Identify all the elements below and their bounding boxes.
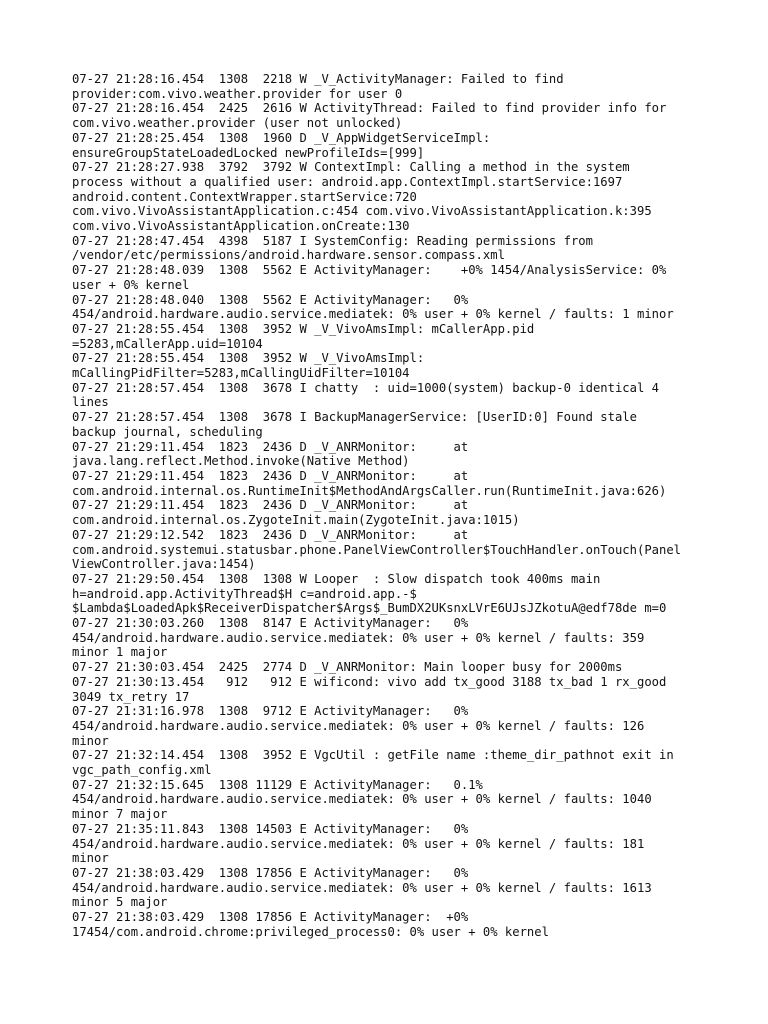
- log-line: 07-27 21:28:25.454 1308 1960 D _V_AppWidgetServiceImpl:: [72, 130, 491, 145]
- log-line: 07-27 21:29:11.454 1823 2436 D _V_ANRMonitor: at: [72, 439, 469, 454]
- log-line: minor: [72, 733, 109, 748]
- log-line: com.vivo.VivoAssistantApplication.onCreate:130: [72, 219, 410, 234]
- log-line: 07-27 21:28:57.454 1308 3678 I chatty : uid=1000(system) backup-0 identical 4: [72, 380, 659, 395]
- log-line: backup journal, scheduling: [72, 424, 263, 439]
- log-line: 07-27 21:30:13.454 912 912 E wificond: vivo add tx_good 3188 tx_bad 1 rx_good: [72, 674, 667, 689]
- log-line: 07-27 21:28:48.040 1308 5562 E ActivityManager: 0%: [72, 292, 469, 307]
- log-line: 3049 tx_retry 17: [72, 689, 190, 704]
- log-line: 07-27 21:38:03.429 1308 17856 E ActivityManager: 0%: [72, 865, 469, 880]
- log-line: com.android.internal.os.ZygoteInit.main(ZygoteInit.java:1015): [72, 513, 520, 528]
- log-line: 07-27 21:29:12.542 1823 2436 D _V_ANRMonitor: at: [72, 527, 469, 542]
- log-line: provider:com.vivo.weather.provider for user 0: [72, 86, 403, 101]
- log-line: com.android.internal.os.RuntimeInit$MethodAndArgsCaller.run(RuntimeInit.java:626): [72, 483, 667, 498]
- log-line: lines: [72, 395, 109, 410]
- log-line: 07-27 21:32:14.454 1308 3952 E VgcUtil : getFile name :theme_dir_pathnot exit in: [72, 748, 674, 763]
- log-line: 454/android.hardware.audio.service.mediatek: 0% user + 0% kernel / faults: 126: [72, 718, 645, 733]
- log-line: com.vivo.VivoAssistantApplication.c:454 com.vivo.VivoAssistantApplication.k:395: [72, 204, 652, 219]
- log-line: 07-27 21:28:27.938 3792 3792 W ContextImpl: Calling a method in the system: [72, 160, 630, 175]
- log-line: 454/android.hardware.audio.service.mediatek: 0% user + 0% kernel / faults: 1613: [72, 880, 652, 895]
- log-line: 07-27 21:30:03.454 2425 2774 D _V_ANRMonitor: Main looper busy for 2000ms: [72, 660, 623, 675]
- log-line: minor 1 major: [72, 645, 168, 660]
- log-line: minor 7 major: [72, 807, 168, 822]
- log-line: 07-27 21:28:57.454 1308 3678 I BackupManagerService: [UserID:0] Found stale: [72, 410, 637, 425]
- log-line: user + 0% kernel: [72, 277, 190, 292]
- log-line: 07-27 21:28:16.454 1308 2218 W _V_ActivityManager: Failed to find: [72, 72, 564, 86]
- log-line: ensureGroupStateLoadedLocked newProfileIds=[999]: [72, 145, 425, 160]
- log-line: 07-27 21:31:16.978 1308 9712 E ActivityManager: 0%: [72, 704, 469, 719]
- log-line: 454/android.hardware.audio.service.mediatek: 0% user + 0% kernel / faults: 1 minor: [72, 307, 674, 322]
- log-line: 07-27 21:35:11.843 1308 14503 E ActivityManager: 0%: [72, 821, 469, 836]
- log-line: ViewController.java:1454): [72, 557, 256, 572]
- log-line: minor 5 major: [72, 895, 168, 910]
- log-line: 07-27 21:28:16.454 2425 2616 W ActivityThread: Failed to find provider info for: [72, 101, 667, 116]
- log-line: h=android.app.ActivityThread$H c=android.app.-$: [72, 586, 417, 601]
- log-line: mCallingPidFilter=5283,mCallingUidFilter=10104: [72, 366, 410, 381]
- log-line: 454/android.hardware.audio.service.mediatek: 0% user + 0% kernel / faults: 359: [72, 630, 645, 645]
- log-line: 07-27 21:32:15.645 1308 11129 E ActivityManager: 0.1%: [72, 777, 483, 792]
- log-line: process without a qualified user: android.app.ContextImpl.startService:1697: [72, 174, 623, 189]
- log-line: $Lambda$LoadedApk$ReceiverDispatcher$Args$_BumDX2UKsnxLVrE6UJsJZkotuA@edf78de m=0: [72, 601, 667, 616]
- log-line: 454/android.hardware.audio.service.mediatek: 0% user + 0% kernel / faults: 1040: [72, 792, 652, 807]
- log-line: 07-27 21:29:11.454 1823 2436 D _V_ANRMonitor: at: [72, 498, 469, 513]
- log-line: =5283,mCallerApp.uid=10104: [72, 336, 263, 351]
- log-line: 17454/com.android.chrome:privileged_process0: 0% user + 0% kernel: [72, 924, 549, 939]
- log-line: 07-27 21:28:47.454 4398 5187 I SystemConfig: Reading permissions from: [72, 233, 593, 248]
- log-line: 07-27 21:28:48.039 1308 5562 E ActivityManager: +0% 1454/AnalysisService: 0%: [72, 263, 667, 278]
- log-line: /vendor/etc/permissions/android.hardware.sensor.compass.xml: [72, 248, 505, 263]
- log-line: 07-27 21:28:55.454 1308 3952 W _V_VivoAmsImpl: mCallerApp.pid: [72, 321, 535, 336]
- log-line: 07-27 21:29:50.454 1308 1308 W Looper : Slow dispatch took 400ms main: [72, 571, 601, 586]
- log-line: com.android.systemui.statusbar.phone.PanelViewController$TouchHandler.onTouch(Panel: [72, 542, 682, 557]
- log-line: android.content.ContextWrapper.startService:720: [72, 189, 417, 204]
- log-line: 07-27 21:29:11.454 1823 2436 D _V_ANRMonitor: at: [72, 468, 469, 483]
- log-line: 454/android.hardware.audio.service.mediatek: 0% user + 0% kernel / faults: 181: [72, 836, 645, 851]
- log-line: 07-27 21:28:55.454 1308 3952 W _V_VivoAmsImpl:: [72, 351, 425, 366]
- log-line: vgc_path_config.xml: [72, 763, 212, 778]
- log-line: 07-27 21:30:03.260 1308 8147 E ActivityManager: 0%: [72, 616, 469, 631]
- log-line: java.lang.reflect.Method.invoke(Native Method): [72, 454, 410, 469]
- log-document: [72, 72, 712, 939]
- log-line: 07-27 21:38:03.429 1308 17856 E ActivityManager: +0%: [72, 910, 469, 925]
- log-line: minor: [72, 851, 109, 866]
- log-line: com.vivo.weather.provider (user not unlocked): [72, 116, 403, 131]
